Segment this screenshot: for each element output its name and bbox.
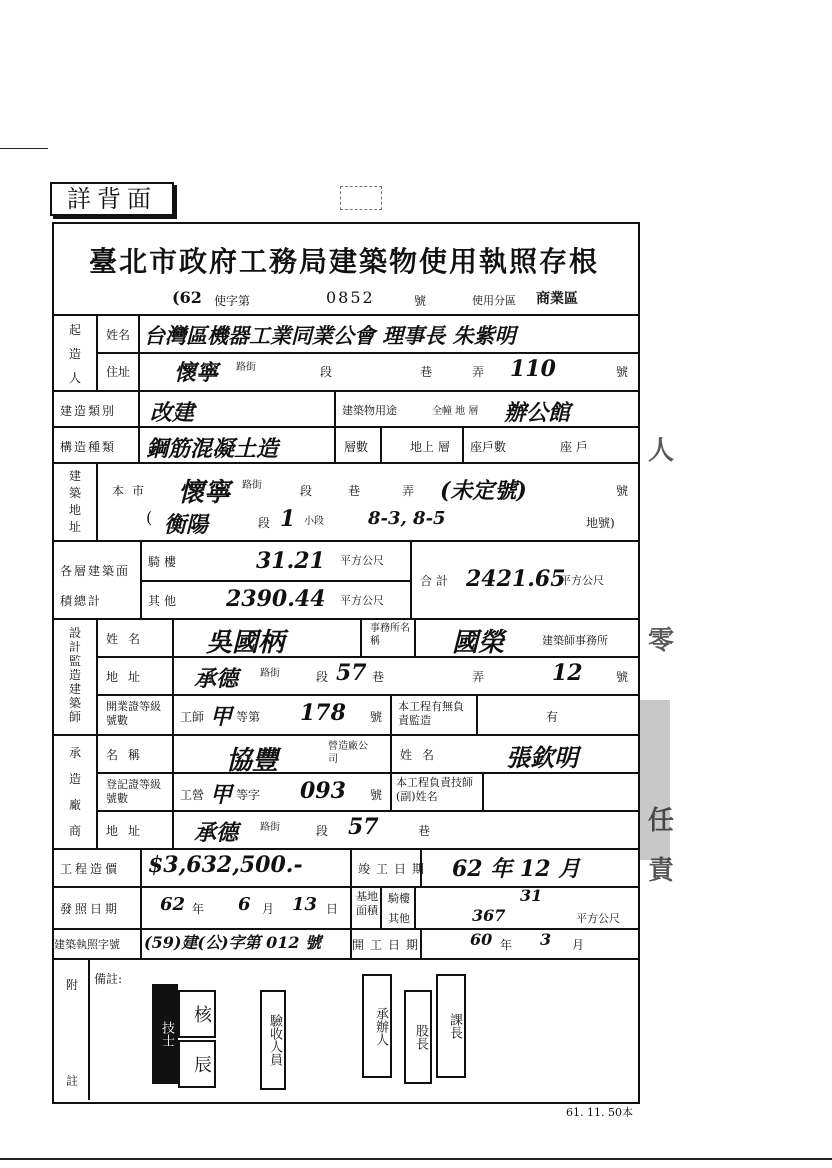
contractor-address-label: 地址: [106, 824, 151, 838]
designer-supervise-value: 有: [546, 710, 559, 724]
contractor-address-road: 路街: [260, 822, 280, 833]
applicant-address-no: 110: [510, 356, 556, 382]
rule: [172, 618, 174, 848]
start-year: 60: [470, 930, 493, 949]
structure-units-label: 座戶數: [470, 440, 507, 454]
site-section: 段: [300, 484, 313, 498]
designer-office-suffix: 建築師事務所: [542, 634, 608, 647]
rule: [52, 958, 638, 960]
base-other-value: 367: [472, 906, 506, 925]
category-use-value: 辦公館: [504, 400, 571, 426]
bleed-through: 零: [648, 626, 675, 656]
area-other-value: 2390.44: [226, 586, 326, 612]
structure-label: 構造種類: [60, 440, 117, 454]
remarks-label: 備註:: [94, 972, 123, 986]
designer-license-no-suffix: 號: [370, 710, 383, 724]
contractor-person-value: 張欽明: [506, 743, 578, 772]
category-use-floors: 全幢 地 層: [432, 406, 479, 417]
rule: [138, 390, 140, 462]
area-total-label: 合計: [420, 574, 453, 588]
contractor-reg-label: 登記證等級號數: [106, 778, 161, 805]
stamp-technician: 技士: [152, 984, 178, 1084]
rule: [380, 426, 382, 462]
designer-name-label: 姓名: [106, 632, 151, 646]
rule: [380, 886, 382, 928]
rule: [96, 810, 638, 812]
category-use-label: 建築物用途: [342, 404, 397, 417]
site-lot-numbers: 8-3, 8-5: [368, 508, 446, 529]
cost-label: 工程造價: [60, 862, 121, 876]
area-arcade-label: 騎樓: [148, 555, 181, 569]
rule: [414, 618, 416, 656]
designer-license-no: 178: [300, 700, 346, 726]
complete-value: 62 年 12 月: [452, 856, 581, 882]
rule: [410, 540, 412, 618]
applicant-address-no-suffix: 號: [616, 365, 629, 379]
issue-day-label: 日: [326, 902, 339, 916]
contractor-tech-label: 本工程負責技師(副)姓名: [396, 776, 473, 803]
start-month-label: 月: [572, 938, 585, 952]
bleed-through: 責: [648, 856, 675, 886]
contractor-name-suffix: 營造廠公司: [328, 741, 368, 765]
issue-day: 13: [292, 894, 318, 915]
base-unit: 平方公尺: [576, 912, 620, 925]
rule: [138, 314, 140, 390]
contractor-section-label: 承造廠商: [68, 746, 81, 838]
form-title: 臺北市政府工務局建築物使用執照存根: [88, 245, 599, 278]
structure-value: 鋼筋混凝土造: [146, 436, 279, 462]
contractor-name-value: 協豐: [226, 746, 279, 776]
contractor-reg-grade-suffix: 等字: [236, 788, 261, 802]
zoning-label: 使用分區: [472, 294, 516, 307]
applicant-section-label: 起造人: [68, 323, 81, 385]
rule: [96, 462, 98, 540]
issue-month-label: 月: [262, 902, 275, 916]
applicant-address-section: 段: [320, 365, 333, 379]
site-section-label: 建築地址: [68, 469, 81, 534]
contractor-reg-no: 093: [300, 778, 346, 804]
remarks-side-bottom: 註: [66, 1074, 79, 1088]
site-lot-section-label: 段: [258, 516, 271, 530]
stamp-division-chief: 課長: [436, 974, 466, 1078]
structure-units-value: 座 戶: [560, 440, 588, 454]
rule: [140, 848, 142, 958]
structure-floors-value: 地上 層: [410, 440, 450, 454]
build-permit-label: 建築執照字號: [54, 938, 120, 951]
site-lot-subsection-label: 小段: [304, 516, 324, 527]
rule: [96, 314, 98, 390]
issue-year: 62: [160, 894, 186, 915]
contractor-address-value: 承德: [194, 820, 239, 846]
stamp-approve: 核: [178, 990, 216, 1038]
site-lot-suffix: 地號): [586, 516, 615, 530]
applicant-address-road: 路街: [236, 362, 256, 373]
top-mark: [340, 186, 382, 210]
start-year-label: 年: [500, 938, 513, 952]
remarks-side-top: 附: [66, 978, 79, 992]
stamp-handler: 承辦人: [362, 974, 392, 1078]
build-permit-value: (59)建(公)字第 012 號: [144, 933, 322, 952]
applicant-address-lane: 巷: [420, 365, 433, 379]
area-other-unit: 平方公尺: [340, 594, 384, 607]
site-lot-section: 1: [280, 506, 296, 532]
designer-office-value: 國榮: [452, 628, 505, 658]
base-arcade-value: 31: [520, 886, 543, 905]
zoning-value: 商業區: [536, 291, 578, 307]
designer-license-grade-suffix: 等第: [236, 710, 261, 724]
designer-license-grade: 甲: [210, 704, 233, 730]
site-city-label: 本市: [112, 484, 153, 498]
designer-section-label: 設計監造建築師: [68, 626, 81, 724]
designer-address-lane: 巷: [372, 670, 385, 684]
issue-year-label: 年: [192, 902, 205, 916]
designer-license-prefix: 工師: [180, 710, 205, 724]
contractor-reg-prefix: 工營: [180, 788, 205, 802]
category-value: 改建: [150, 400, 195, 426]
start-month: 3: [540, 930, 552, 949]
stamp-section-chief: 股長: [404, 990, 432, 1084]
base-other-label: 其他: [388, 912, 410, 925]
start-label: 開工日期: [352, 938, 425, 952]
area-arcade-unit: 平方公尺: [340, 554, 384, 567]
area-other-label: 其他: [148, 594, 181, 608]
area-section-label: 各層建築面積總計: [60, 564, 131, 608]
category-label: 建造類別: [60, 404, 117, 418]
site-lot-open: (: [146, 508, 153, 527]
site-lane: 巷: [348, 484, 361, 498]
rule: [414, 886, 416, 928]
cost-value: $3,632,500.-: [148, 852, 303, 878]
scan-noise: [0, 148, 48, 149]
permit-year: (62: [172, 288, 202, 307]
contractor-reg-grade: 甲: [210, 782, 233, 808]
designer-address-no: 12: [552, 660, 583, 686]
scan-noise: [0, 1158, 832, 1160]
contractor-name-label: 名稱: [106, 748, 151, 762]
contractor-person-label: 姓名: [400, 748, 445, 762]
designer-license-label: 開業證等級號數: [106, 700, 161, 727]
rule: [360, 618, 362, 656]
designer-supervise-label: 本工程有無負責監造: [398, 700, 464, 727]
contractor-address-lane-no: 57: [348, 814, 379, 840]
designer-office-label: 事務所名稱: [370, 623, 410, 647]
permit-number: 0852: [326, 288, 375, 307]
rule: [52, 618, 638, 620]
structure-floors-label: 層數: [344, 440, 369, 454]
designer-address-lane-no: 57: [336, 660, 367, 686]
contractor-address-section: 段: [316, 824, 329, 838]
applicant-address-label: 住址: [106, 365, 131, 379]
permit-type-label: 使字第: [214, 294, 251, 308]
designer-address-value: 承德: [194, 666, 239, 692]
designer-address-no-suffix: 號: [616, 670, 629, 684]
rule: [476, 694, 478, 734]
site-lot-district: 衡陽: [164, 512, 209, 538]
designer-name-value: 吳國柄: [206, 628, 285, 658]
site-road: 路街: [242, 480, 262, 491]
base-area-label: 基地面積: [356, 890, 378, 917]
rule: [96, 694, 638, 696]
contractor-reg-no-suffix: 號: [370, 788, 383, 802]
rule: [390, 694, 392, 810]
applicant-address-value: 懷寧: [174, 360, 219, 386]
bleed-through: 任: [648, 806, 675, 836]
issue-month: 6: [238, 894, 251, 915]
rule: [462, 426, 464, 462]
header-tag: 詳背面: [50, 182, 174, 216]
bleed-through: 人: [648, 436, 675, 466]
rule: [334, 390, 336, 462]
rule: [52, 734, 638, 736]
rule: [482, 772, 484, 810]
rule: [96, 618, 98, 848]
footer-code: 61. 11. 50本: [566, 1106, 633, 1119]
base-arcade-label: 騎樓: [388, 892, 410, 905]
designer-address-label: 地址: [106, 670, 151, 684]
designer-address-road: 路街: [260, 668, 280, 679]
complete-label: 竣工日期: [358, 862, 431, 876]
rule: [140, 540, 142, 618]
rule: [96, 656, 638, 658]
contractor-address-lane: 巷: [418, 824, 431, 838]
stamp-inspector: 驗收人員: [260, 990, 286, 1090]
applicant-name-value: 台灣區機器工業同業公會 理事長 朱紫明: [144, 323, 516, 348]
rule: [98, 352, 638, 354]
designer-address-alley: 弄: [472, 670, 485, 684]
rule: [88, 958, 90, 1100]
issue-label: 發照日期: [60, 902, 121, 916]
site-no-hw: (未定號): [440, 478, 527, 504]
rule: [140, 580, 410, 582]
applicant-name-label: 姓名: [106, 328, 131, 342]
designer-address-section: 段: [316, 670, 329, 684]
site-no-label: 號: [616, 484, 629, 498]
site-alley: 弄: [402, 484, 415, 498]
rule: [52, 462, 638, 464]
stamp-chen: 辰: [178, 1040, 216, 1088]
site-street: 懷寧: [178, 478, 231, 508]
area-total-unit: 平方公尺: [560, 574, 604, 587]
area-arcade-value: 31.21: [256, 548, 325, 574]
area-total-value: 2421.65: [466, 566, 566, 592]
applicant-address-alley: 弄: [472, 365, 485, 379]
permit-suffix: 號: [414, 294, 427, 308]
